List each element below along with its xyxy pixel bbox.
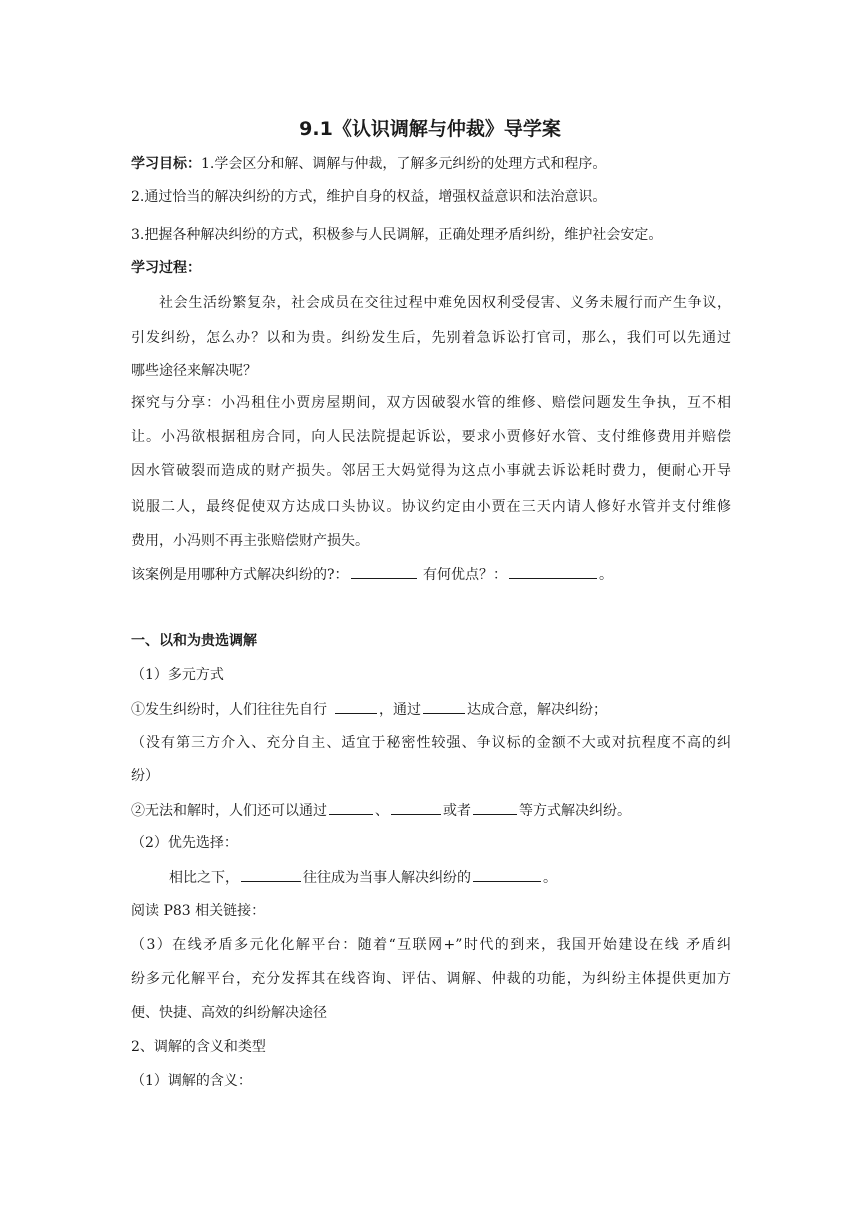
blank-item1-b[interactable] — [423, 699, 465, 714]
intro-line-2: 引发纠纷，怎么办？以和为贵。纠纷发生后，先别着急诉讼打官司，那么，我们可以先通过 — [131, 330, 731, 346]
section1-compare — [169, 867, 769, 887]
blank-item2-a[interactable] — [329, 800, 373, 815]
compare-text-b: 往往成为当事人解决纠纷的 — [303, 870, 471, 886]
case-line-4: 说服二人，最终促使双方达成口头协议。协议约定由小贾在三天内请人修好水管并支付维修 — [131, 499, 731, 515]
intro-line-3: 哪些途径来解决呢？ — [131, 363, 257, 379]
objectives-label: 学习目标： — [131, 156, 201, 172]
case-line-1: 探究与分享：小冯租住小贾房屋期间，双方因破裂水管的维修、赔偿问题发生争执，互不相 — [131, 395, 731, 411]
section1-heading: 一、以和为贵选调解 — [131, 633, 257, 649]
blank-item2-b[interactable] — [391, 800, 441, 815]
section1-note-1: （没有第三方介入、充分自主、适宜于秘密性较强、争议标的金额不大或对抗程度不高的纠 — [131, 735, 731, 751]
blank-compare-b[interactable] — [473, 867, 541, 882]
case-question — [131, 564, 731, 584]
question-method-label: 该案例是用哪种方式解决纠纷的?： — [131, 567, 349, 583]
objective-item-3: 3.把握各种解决纠纷的方式，积极参与人民调解，正确处理矛盾纠纷，维护社会安定。 — [131, 227, 663, 243]
answer-blank-advantage[interactable] — [509, 564, 597, 579]
item1-text-a: ①发生纠纷时，人们往往先自行 — [131, 702, 327, 718]
objective-line-1 — [131, 154, 731, 174]
blank-compare-a[interactable] — [241, 867, 301, 882]
section1-sub2: （2）优先选择： — [131, 835, 238, 851]
section1-platform-3: 便、快捷、高效的纠纷解决途径 — [131, 1005, 327, 1021]
item2-text-b: 、 — [375, 803, 389, 819]
compare-text-c: 。 — [543, 870, 557, 886]
objective-item-1: 1.学会区分和解、调解与仲裁，了解多元纠纷的处理方式和程序。 — [201, 156, 607, 172]
item2-text-c: 或者 — [443, 803, 471, 819]
document-title: 9.1《认识调解与仲裁》导学案 — [299, 118, 561, 140]
answer-blank-method[interactable] — [351, 564, 417, 579]
question-end-mark: 。 — [598, 567, 613, 583]
case-line-2: 让。小冯欲根据租房合同，向人民法院提起诉讼，要求小贾修好水管、支付维修费用并赔偿 — [131, 429, 731, 445]
blank-item2-c[interactable] — [473, 800, 517, 815]
section1-platform-1: （3）在线矛盾多元化化解平台：随着“互联网+”时代的到来，我国开始建设在线 矛盾纠 — [131, 937, 731, 953]
section1-read: 阅读 P83 相关链接： — [131, 903, 266, 919]
compare-text-a: 相比之下， — [169, 870, 239, 886]
item1-text-c: 达成合意，解决纠纷； — [467, 702, 607, 718]
section1-item1 — [131, 699, 731, 719]
blank-item1-a[interactable] — [335, 699, 377, 714]
item1-text-b: ，通过 — [379, 702, 421, 718]
section1-platform-2: 纷多元化解平台，充分发挥其在线咨询、评估、调解、仲裁的功能，为纠纷主体提供更加方 — [131, 971, 731, 987]
question-advantage-label: 有何优点？： — [422, 567, 507, 583]
case-line-3: 因水管破裂而造成的财产损失。邻居王大妈觉得为这点小事就去诉讼耗时费力，便耐心开导 — [131, 463, 731, 479]
intro-line-1: 社会生活纷繁复杂，社会成员在交往过程中难免因权利受侵害、义务未履行而产生争议， — [159, 295, 731, 311]
section2-heading: 2、调解的含义和类型 — [131, 1039, 266, 1055]
section1-item2 — [131, 800, 731, 820]
section1-note-2: 纷） — [131, 768, 159, 784]
section1-sub1: （1）多元方式 — [131, 667, 224, 683]
process-label: 学习过程： — [131, 260, 201, 276]
case-line-5: 费用，小冯则不再主张赔偿财产损失。 — [131, 533, 369, 549]
item2-text-d: 等方式解决纠纷。 — [519, 803, 631, 819]
item2-text-a: ②无法和解时，人们还可以通过 — [131, 803, 327, 819]
section2-sub1: （1）调解的含义： — [131, 1073, 252, 1089]
objective-item-2: 2.通过恰当的解决纠纷的方式，维护自身的权益，增强权益意识和法治意识。 — [131, 189, 607, 205]
